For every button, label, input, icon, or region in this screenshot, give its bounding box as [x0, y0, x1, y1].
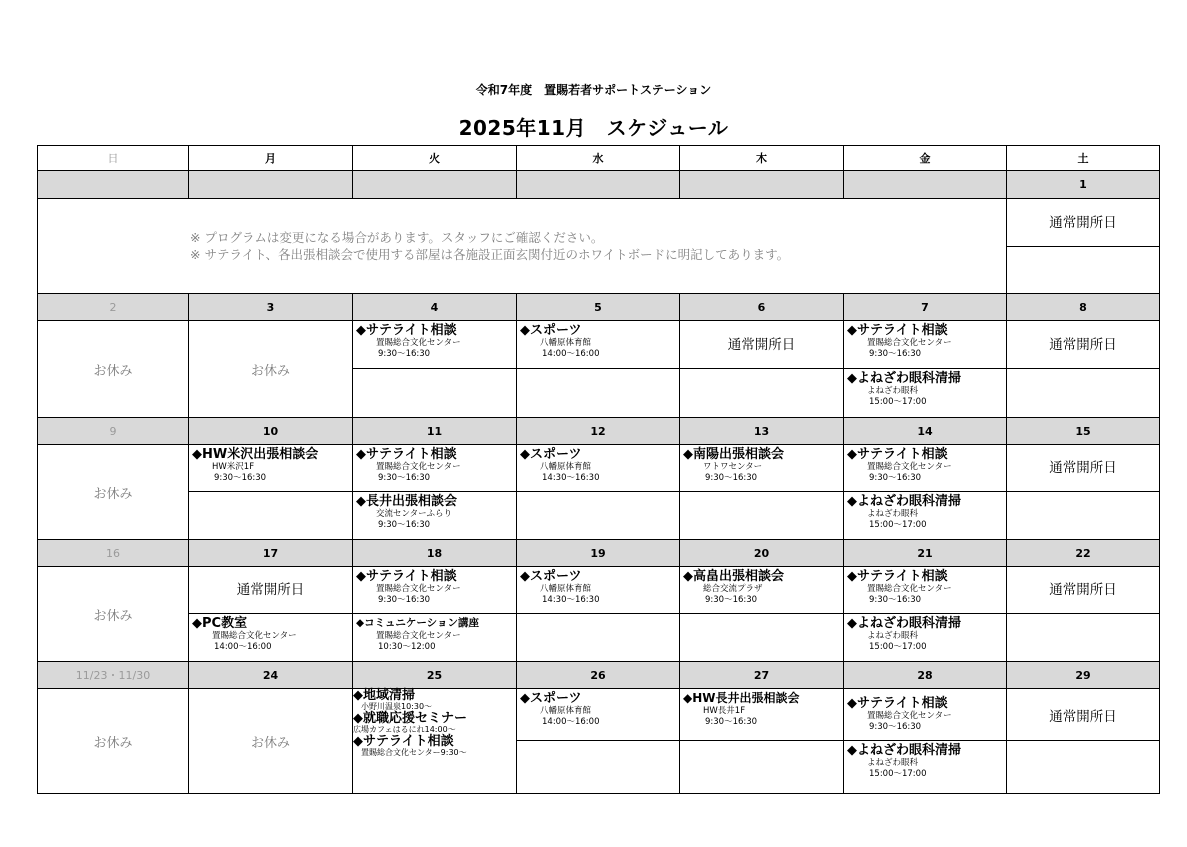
empty-slot	[1007, 369, 1159, 417]
event-satellite	[353, 445, 516, 492]
normal-day-label: 通常開所日	[1007, 694, 1159, 741]
event-time: 9:30～16:30	[705, 717, 758, 727]
event-name: ◆サテライト相談	[847, 323, 948, 338]
events-row-week4	[38, 689, 1160, 794]
empty-slot	[517, 369, 679, 417]
event-hw-yonezawa	[189, 445, 352, 492]
event-time: 9:30～16:30	[869, 721, 922, 732]
event-takahata	[680, 567, 843, 614]
event-time: 9:30～16:30	[705, 595, 758, 605]
date-cell	[844, 171, 1007, 199]
event-nanyo	[680, 445, 843, 492]
date-cell: 11/23・11/30	[38, 662, 189, 689]
date-cell: 14	[844, 418, 1007, 445]
event-name: ◆サテライト相談	[356, 569, 457, 584]
closed-label: お休み	[38, 445, 189, 540]
event-time: 9:30～16:30	[378, 349, 431, 359]
event-place: よねざわ眼科	[867, 631, 919, 641]
event-name: ◆サテライト相談	[356, 323, 457, 338]
date-cell: 6	[680, 294, 844, 321]
event-place: 八幡原体育館	[540, 462, 592, 472]
event-place: 置賜総合文化センター	[376, 584, 461, 594]
event-name: ◆スポーツ	[520, 691, 582, 706]
event-place: 置賜総合文化センター	[212, 631, 297, 641]
event-time: 14:00～16:00	[542, 717, 600, 727]
event-time: 9:30～16:30	[705, 473, 758, 483]
day-cell-sat	[1007, 567, 1160, 662]
event-time: 14:00～16:00	[214, 642, 272, 652]
event-detail: 置賜総合文化センター9:30～	[361, 748, 467, 757]
day-cell-sat	[1007, 199, 1160, 294]
event-name: ◆よねざわ眼科清掃	[847, 371, 961, 386]
event-eye-clinic-cleaning	[844, 369, 1006, 417]
empty-slot	[1007, 247, 1159, 293]
event-place: HW長井1F	[703, 706, 746, 716]
date-row-week0	[38, 171, 1160, 199]
event-nagai	[353, 492, 516, 539]
event-time: 9:30～16:30	[214, 473, 267, 483]
event-name: ◆高畠出張相談会	[683, 569, 784, 584]
empty-slot	[517, 614, 679, 661]
notice-cell	[38, 199, 1007, 294]
event-name: ◆南陽出張相談会	[683, 447, 784, 462]
date-cell: 18	[353, 540, 517, 567]
event-time: 15:00～17:00	[869, 520, 927, 530]
date-cell: 27	[680, 662, 844, 689]
event-time: 15:00～17:00	[869, 768, 927, 779]
event-name: ◆長井出張相談会	[356, 494, 457, 509]
closed-label: お休み	[38, 689, 189, 794]
event-sports	[517, 567, 679, 614]
events-row-week3	[38, 567, 1160, 662]
empty-slot	[680, 614, 843, 661]
day-cell-tue	[353, 567, 517, 662]
date-cell: 7	[844, 294, 1007, 321]
event-satellite	[844, 567, 1006, 614]
day-cell-mon	[189, 567, 353, 662]
event-time: 15:00～17:00	[869, 642, 927, 652]
notice-row	[38, 199, 1160, 294]
day-cell-tue	[353, 689, 517, 794]
event-name: ◆就職応援セミナー	[353, 711, 467, 726]
event-name: ◆スポーツ	[520, 447, 582, 462]
event-name: ◆サテライト相談	[847, 569, 948, 584]
event-time: 9:30～16:30	[378, 520, 431, 530]
event-place: 置賜総合文化センター	[376, 631, 461, 641]
event-place: よねざわ眼科	[867, 509, 919, 519]
event-time: 14:30～16:30	[542, 473, 600, 483]
event-communication-course	[353, 614, 516, 661]
day-cell-tue	[353, 445, 517, 540]
event-place: 置賜総合文化センター	[867, 462, 952, 472]
event-pc-class	[189, 614, 352, 661]
closed-label: お休み	[38, 321, 189, 418]
event-name: ◆スポーツ	[520, 323, 582, 338]
normal-day-label: 通常開所日	[1007, 567, 1159, 614]
date-cell: 1	[1007, 171, 1160, 199]
weekday-wed: 水	[517, 146, 680, 171]
event-time: 9:30～16:30	[869, 595, 922, 605]
date-cell: 3	[189, 294, 353, 321]
event-detail: 広場カフェはるにれ14:00～	[353, 725, 456, 734]
event-satellite	[353, 567, 516, 614]
date-cell: 13	[680, 418, 844, 445]
empty-slot	[680, 741, 843, 793]
event-place: 交流センターふらり	[376, 509, 452, 519]
event-place: ワトワセンター	[703, 462, 763, 472]
date-cell: 12	[517, 418, 680, 445]
date-cell: 2	[38, 294, 189, 321]
weekday-header-row	[38, 146, 1160, 171]
empty-slot	[353, 369, 516, 417]
empty-slot	[680, 369, 843, 417]
day-cell-fri	[844, 445, 1007, 540]
empty-slot	[517, 741, 679, 793]
day-cell-thu	[680, 321, 844, 418]
event-place: 置賜総合文化センター	[867, 338, 952, 348]
day-cell-tue	[353, 321, 517, 418]
day-cell-sat	[1007, 321, 1160, 418]
date-row-week4	[38, 662, 1160, 689]
event-place: 八幡原体育館	[540, 584, 592, 594]
event-name: ◆よねざわ眼科清掃	[847, 494, 961, 509]
event-eye-clinic-cleaning	[844, 741, 1006, 789]
page-title: 2025年11月 スケジュール	[458, 116, 729, 140]
date-cell: 9	[38, 418, 189, 445]
closed-label: お休み	[38, 567, 189, 662]
date-cell: 24	[189, 662, 353, 689]
date-cell	[353, 171, 517, 199]
event-place: 置賜総合文化センター	[376, 338, 461, 348]
event-eye-clinic-cleaning	[844, 614, 1006, 661]
weekday-thu: 木	[680, 146, 844, 171]
event-name: ◆よねざわ眼科清掃	[847, 742, 961, 758]
notice-line-2: ※ サテライト、各出張相談会で使用する部屋は各施設正面玄関付近のホワイトボードに明記してあります。	[190, 247, 790, 262]
date-cell: 29	[1007, 662, 1160, 689]
day-cell-wed	[517, 689, 680, 794]
event-time: 9:30～16:30	[869, 349, 922, 359]
event-time: 10:30～12:00	[378, 642, 436, 652]
event-name: ◆HW長井出張相談会	[683, 691, 800, 705]
event-satellite	[844, 321, 1006, 369]
events-row-week2	[38, 445, 1160, 540]
organization-title: 令和7年度 置賜若者サポートステーション	[475, 83, 712, 97]
normal-day-label: 通常開所日	[1007, 445, 1159, 492]
day-cell-sat	[1007, 445, 1160, 540]
date-cell: 26	[517, 662, 680, 689]
date-cell: 19	[517, 540, 680, 567]
normal-day-label: 通常開所日	[1007, 200, 1159, 247]
date-cell: 17	[189, 540, 353, 567]
normal-day-label: 通常開所日	[189, 567, 352, 614]
day-cell-fri	[844, 567, 1007, 662]
date-cell: 4	[353, 294, 517, 321]
date-cell: 20	[680, 540, 844, 567]
date-cell: 11	[353, 418, 517, 445]
empty-slot	[680, 492, 843, 539]
event-place: 置賜総合文化センター	[376, 462, 461, 472]
event-eye-clinic-cleaning	[844, 492, 1006, 539]
date-cell: 10	[189, 418, 353, 445]
day-cell-mon	[189, 445, 353, 540]
date-cell: 28	[844, 662, 1007, 689]
day-cell-thu	[680, 445, 844, 540]
date-cell	[38, 171, 189, 199]
event-place: HW米沢1F	[212, 462, 255, 472]
weekday-mon: 月	[189, 146, 353, 171]
empty-slot	[1007, 614, 1159, 661]
date-cell: 25	[353, 662, 517, 689]
event-name: ◆PC教室	[192, 616, 248, 631]
event-place: 置賜総合文化センター	[867, 710, 952, 721]
date-cell: 15	[1007, 418, 1160, 445]
day-cell-fri	[844, 689, 1007, 794]
weekday-fri: 金	[844, 146, 1007, 171]
event-sports	[517, 321, 679, 369]
date-cell	[189, 171, 353, 199]
event-satellite	[353, 321, 516, 369]
event-place: 八幡原体育館	[540, 706, 592, 716]
event-time: 14:00～16:00	[542, 349, 600, 359]
events-row-week1	[38, 321, 1160, 418]
event-name: ◆地域清掃	[353, 688, 415, 703]
empty-slot	[1007, 492, 1159, 539]
event-name: ◆サテライト相談	[356, 447, 457, 462]
event-time: 14:30～16:30	[542, 595, 600, 605]
date-row-week2	[38, 418, 1160, 445]
closed-label: お休み	[189, 689, 353, 794]
weekday-sat: 土	[1007, 146, 1160, 171]
date-cell	[680, 171, 844, 199]
event-detail: 小野川温泉10:30～	[361, 702, 433, 711]
date-cell: 22	[1007, 540, 1160, 567]
day-cell-wed	[517, 321, 680, 418]
date-cell: 16	[38, 540, 189, 567]
closed-label: お休み	[189, 321, 353, 418]
day-cell-thu	[680, 567, 844, 662]
event-name: ◆サテライト相談	[847, 447, 948, 462]
event-name: ◆HW米沢出張相談会	[192, 447, 319, 462]
event-time: 9:30～16:30	[869, 473, 922, 483]
event-time: 9:30～16:30	[378, 595, 431, 605]
event-name: ◆コミュニケーション講座	[356, 617, 479, 629]
event-sports	[517, 445, 679, 492]
empty-slot	[517, 492, 679, 539]
day-cell-thu	[680, 689, 844, 794]
day-cell-fri	[844, 321, 1007, 418]
empty-slot	[1007, 741, 1159, 789]
date-row-week1	[38, 294, 1160, 321]
date-cell: 5	[517, 294, 680, 321]
weekday-sun: 日	[38, 146, 189, 171]
event-name: ◆よねざわ眼科清掃	[847, 616, 961, 631]
date-cell: 8	[1007, 294, 1160, 321]
event-satellite	[844, 694, 1006, 741]
event-place: よねざわ眼科	[867, 757, 919, 768]
normal-day-label: 通常開所日	[1007, 321, 1159, 369]
notice-line-1: ※ プログラムは変更になる場合があります。スタッフにご確認ください。	[190, 230, 604, 245]
schedule-calendar	[37, 145, 1160, 794]
weekday-tue: 火	[353, 146, 517, 171]
day-cell-wed	[517, 445, 680, 540]
empty-slot	[189, 492, 352, 539]
normal-day-label: 通常開所日	[680, 321, 843, 369]
event-satellite	[844, 445, 1006, 492]
day-cell-wed	[517, 567, 680, 662]
event-time: 15:00～17:00	[869, 397, 927, 407]
event-name: ◆サテライト相談	[353, 734, 454, 749]
event-time: 9:30～16:30	[378, 473, 431, 483]
event-sports	[517, 689, 679, 741]
event-place: 総合交流プラザ	[703, 584, 763, 594]
day-cell-sat	[1007, 689, 1160, 794]
event-hw-nagai	[680, 689, 843, 741]
date-cell: 21	[844, 540, 1007, 567]
date-row-week3	[38, 540, 1160, 567]
event-name: ◆サテライト相談	[847, 695, 948, 711]
event-place: よねざわ眼科	[867, 386, 919, 396]
event-name: ◆スポーツ	[520, 569, 582, 584]
event-place: 置賜総合文化センター	[867, 584, 952, 594]
date-cell	[517, 171, 680, 199]
event-place: 八幡原体育館	[540, 338, 592, 348]
